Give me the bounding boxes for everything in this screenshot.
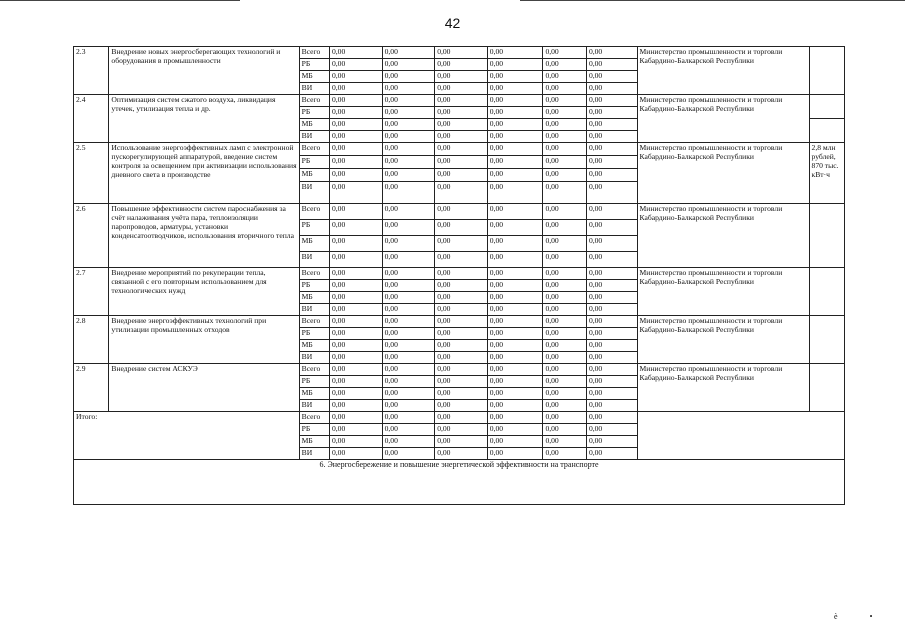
funding-value: 0,00 — [586, 169, 637, 182]
funding-value: 0,00 — [586, 204, 637, 220]
funding-value: 0,00 — [586, 143, 637, 156]
funding-value: 0,00 — [487, 376, 543, 388]
funding-value: 0,00 — [487, 156, 543, 169]
funding-value: 0,00 — [543, 119, 587, 131]
funding-value: 0,00 — [487, 169, 543, 182]
funding-value: 0,00 — [329, 352, 382, 364]
funding-value: 0,00 — [435, 131, 488, 143]
funding-value: 0,00 — [329, 280, 382, 292]
funding-value: 0,00 — [382, 71, 435, 83]
expected-result-cont — [809, 119, 844, 143]
funding-value: 0,00 — [382, 156, 435, 169]
funding-value: 0,00 — [487, 252, 543, 268]
funding-value: 0,00 — [487, 448, 543, 460]
measure-title: Оптимизация систем сжатого воздуха, ликвидация утечек, утилизация тепла и др. — [109, 95, 299, 143]
funding-value: 0,00 — [487, 400, 543, 412]
funding-value: 0,00 — [487, 95, 543, 107]
measure-title: Внедрение энергоэффективных технологий при утилизации промышленных отходов — [109, 316, 299, 364]
expected-result: 2,8 млн рублей, 870 тыс. кВт·ч — [809, 143, 844, 204]
funding-value: 0,00 — [487, 280, 543, 292]
funding-value: 0,00 — [543, 59, 587, 71]
executor: Министерство промышленности и торговли Кабардино-Балкарской Республики — [637, 364, 809, 412]
funding-value: 0,00 — [329, 400, 382, 412]
funding-value: 0,00 — [586, 95, 637, 107]
funding-value: 0,00 — [543, 340, 587, 352]
funding-value: 0,00 — [329, 388, 382, 400]
measure-number: 2.4 — [74, 95, 109, 143]
funding-value: 0,00 — [487, 131, 543, 143]
funding-value: 0,00 — [487, 388, 543, 400]
funding-value: 0,00 — [586, 182, 637, 204]
expected-result — [809, 364, 844, 412]
funding-value: 0,00 — [586, 268, 637, 280]
expected-result — [809, 316, 844, 364]
funding-value: 0,00 — [586, 131, 637, 143]
funding-value: 0,00 — [586, 236, 637, 252]
funding-value: 0,00 — [382, 376, 435, 388]
funding-value: 0,00 — [382, 119, 435, 131]
funding-source: ВИ — [299, 252, 329, 268]
funding-source: ВИ — [299, 352, 329, 364]
funding-value: 0,00 — [435, 304, 488, 316]
funding-value: 0,00 — [435, 204, 488, 220]
funding-value: 0,00 — [329, 156, 382, 169]
funding-source: РБ — [299, 328, 329, 340]
measure-row — [74, 95, 845, 107]
section-row — [74, 460, 845, 505]
funding-value: 0,00 — [382, 364, 435, 376]
funding-value: 0,00 — [382, 316, 435, 328]
funding-source: ВИ — [299, 131, 329, 143]
funding-value: 0,00 — [435, 268, 488, 280]
funding-value: 0,00 — [329, 143, 382, 156]
funding-value: 0,00 — [543, 280, 587, 292]
funding-value: 0,00 — [543, 304, 587, 316]
funding-value: 0,00 — [329, 364, 382, 376]
measure-row — [74, 204, 845, 220]
funding-value: 0,00 — [586, 220, 637, 236]
funding-value: 0,00 — [329, 169, 382, 182]
funding-value: 0,00 — [382, 47, 435, 59]
scan-mark: ѐ — [834, 612, 838, 621]
funding-value: 0,00 — [586, 400, 637, 412]
funding-value: 0,00 — [382, 131, 435, 143]
funding-source: МБ — [299, 340, 329, 352]
measure-title: Внедрение новых энергосберегающих технологий и оборудования в промышленности — [109, 47, 299, 95]
funding-source: ВИ — [299, 83, 329, 95]
funding-value: 0,00 — [382, 220, 435, 236]
funding-value: 0,00 — [329, 304, 382, 316]
funding-value: 0,00 — [586, 364, 637, 376]
funding-value: 0,00 — [543, 316, 587, 328]
funding-value: 0,00 — [382, 292, 435, 304]
funding-value: 0,00 — [543, 204, 587, 220]
funding-value: 0,00 — [329, 424, 382, 436]
funding-value: 0,00 — [487, 107, 543, 119]
funding-value: 0,00 — [543, 156, 587, 169]
executor: Министерство промышленности и торговли Кабардино-Балкарской Республики — [637, 47, 809, 95]
funding-value: 0,00 — [382, 169, 435, 182]
funding-value: 0,00 — [586, 119, 637, 131]
measure-number: 2.3 — [74, 47, 109, 95]
funding-value: 0,00 — [329, 47, 382, 59]
funding-value: 0,00 — [382, 388, 435, 400]
funding-value: 0,00 — [382, 412, 435, 424]
funding-value: 0,00 — [543, 47, 587, 59]
executor: Министерство промышленности и торговли Кабардино-Балкарской Республики — [637, 95, 809, 143]
funding-source: МБ — [299, 236, 329, 252]
scan-marks — [834, 612, 902, 621]
funding-value: 0,00 — [329, 292, 382, 304]
funding-source: РБ — [299, 280, 329, 292]
funding-value: 0,00 — [543, 236, 587, 252]
funding-value: 0,00 — [543, 83, 587, 95]
funding-value: 0,00 — [329, 71, 382, 83]
funding-value: 0,00 — [487, 143, 543, 156]
funding-value: 0,00 — [543, 182, 587, 204]
funding-value: 0,00 — [543, 364, 587, 376]
funding-value: 0,00 — [382, 280, 435, 292]
funding-value: 0,00 — [435, 292, 488, 304]
executor: Министерство промышленности и торговли Кабардино-Балкарской Республики — [637, 143, 809, 204]
funding-value: 0,00 — [329, 204, 382, 220]
funding-value: 0,00 — [382, 304, 435, 316]
funding-value: 0,00 — [329, 340, 382, 352]
measure-title: Повышение эффективности систем пароснабжения за счёт налаживания учёта пара, теплоизоляции паропроводов, арматуры, установки конденсатоотводчиков, использования вторичного тепла — [109, 204, 299, 268]
funding-value: 0,00 — [487, 364, 543, 376]
funding-value: 0,00 — [543, 71, 587, 83]
funding-value: 0,00 — [586, 340, 637, 352]
funding-value: 0,00 — [382, 352, 435, 364]
funding-value: 0,00 — [435, 448, 488, 460]
funding-value: 0,00 — [586, 252, 637, 268]
funding-value: 0,00 — [382, 236, 435, 252]
funding-value: 0,00 — [487, 316, 543, 328]
funding-value: 0,00 — [586, 304, 637, 316]
funding-value: 0,00 — [586, 388, 637, 400]
funding-value: 0,00 — [329, 59, 382, 71]
funding-source: РБ — [299, 107, 329, 119]
measure-row — [74, 47, 845, 59]
funding-value: 0,00 — [543, 388, 587, 400]
funding-value: 0,00 — [382, 204, 435, 220]
funding-value: 0,00 — [435, 169, 488, 182]
funding-value: 0,00 — [329, 252, 382, 268]
measure-number: 2.5 — [74, 143, 109, 204]
executor: Министерство промышленности и торговли Кабардино-Балкарской Республики — [637, 268, 809, 316]
funding-value: 0,00 — [487, 304, 543, 316]
expected-result — [809, 95, 844, 119]
funding-value: 0,00 — [329, 131, 382, 143]
section-heading: 6. Энергосбережение и повышение энергетической эффективности на транспорте — [74, 460, 845, 505]
funding-value: 0,00 — [382, 182, 435, 204]
funding-value: 0,00 — [329, 95, 382, 107]
funding-value: 0,00 — [487, 119, 543, 131]
funding-value: 0,00 — [487, 236, 543, 252]
measure-number: 2.8 — [74, 316, 109, 364]
measure-number: 2.6 — [74, 204, 109, 268]
funding-value: 0,00 — [435, 280, 488, 292]
expected-result — [809, 204, 844, 268]
funding-source: Всего — [299, 143, 329, 156]
executor: Министерство промышленности и торговли Кабардино-Балкарской Республики — [637, 316, 809, 364]
funding-value: 0,00 — [487, 220, 543, 236]
executor: Министерство промышленности и торговли Кабардино-Балкарской Республики — [637, 204, 809, 268]
funding-value: 0,00 — [487, 412, 543, 424]
funding-value: 0,00 — [586, 352, 637, 364]
funding-value: 0,00 — [487, 292, 543, 304]
funding-value: 0,00 — [435, 388, 488, 400]
funding-value: 0,00 — [487, 83, 543, 95]
funding-value: 0,00 — [543, 352, 587, 364]
funding-value: 0,00 — [543, 412, 587, 424]
funding-value: 0,00 — [435, 220, 488, 236]
funding-value: 0,00 — [586, 292, 637, 304]
funding-value: 0,00 — [382, 268, 435, 280]
total-executor — [637, 412, 844, 460]
funding-value: 0,00 — [435, 119, 488, 131]
measure-row — [74, 268, 845, 280]
funding-value: 0,00 — [329, 236, 382, 252]
measure-number: 2.9 — [74, 364, 109, 412]
funding-value: 0,00 — [435, 143, 488, 156]
funding-value: 0,00 — [586, 448, 637, 460]
measure-title: Использование энергоэффективных ламп с электронной пускорегулирующей аппаратурой, введение систем контроля за освещением при активизации использования дневного света в производстве — [109, 143, 299, 204]
funding-value: 0,00 — [329, 107, 382, 119]
funding-value: 0,00 — [586, 280, 637, 292]
funding-value: 0,00 — [435, 107, 488, 119]
funding-value: 0,00 — [329, 119, 382, 131]
funding-source: РБ — [299, 220, 329, 236]
funding-source: Всего — [299, 95, 329, 107]
funding-value: 0,00 — [435, 328, 488, 340]
funding-source: Всего — [299, 364, 329, 376]
total-row — [74, 412, 845, 424]
funding-value: 0,00 — [435, 412, 488, 424]
funding-source: Всего — [299, 412, 329, 424]
funding-value: 0,00 — [435, 376, 488, 388]
measure-title: Внедрение систем АСКУЭ — [109, 364, 299, 412]
funding-value: 0,00 — [487, 352, 543, 364]
funding-value: 0,00 — [382, 59, 435, 71]
measure-row — [74, 316, 845, 328]
program-table — [73, 46, 845, 505]
funding-value: 0,00 — [382, 328, 435, 340]
funding-value: 0,00 — [382, 436, 435, 448]
funding-value: 0,00 — [543, 400, 587, 412]
funding-value: 0,00 — [382, 424, 435, 436]
funding-source: Всего — [299, 204, 329, 220]
funding-value: 0,00 — [329, 328, 382, 340]
funding-source: Всего — [299, 268, 329, 280]
funding-source: ВИ — [299, 448, 329, 460]
funding-value: 0,00 — [586, 376, 637, 388]
program-table-body — [74, 47, 845, 505]
funding-source: МБ — [299, 169, 329, 182]
funding-value: 0,00 — [543, 169, 587, 182]
funding-value: 0,00 — [543, 436, 587, 448]
funding-value: 0,00 — [487, 47, 543, 59]
funding-value: 0,00 — [329, 182, 382, 204]
funding-source: ВИ — [299, 400, 329, 412]
measure-title: Внедрение мероприятий по рекуперации тепла, связанной с его повторным использованием для технологических нужд — [109, 268, 299, 316]
funding-value: 0,00 — [586, 107, 637, 119]
funding-value: 0,00 — [435, 364, 488, 376]
funding-value: 0,00 — [586, 424, 637, 436]
funding-value: 0,00 — [382, 83, 435, 95]
funding-source: МБ — [299, 388, 329, 400]
funding-value: 0,00 — [586, 328, 637, 340]
funding-source: МБ — [299, 436, 329, 448]
funding-value: 0,00 — [329, 448, 382, 460]
funding-value: 0,00 — [329, 412, 382, 424]
funding-value: 0,00 — [586, 156, 637, 169]
funding-value: 0,00 — [435, 340, 488, 352]
scan-mark: • — [869, 612, 873, 621]
funding-value: 0,00 — [487, 328, 543, 340]
funding-value: 0,00 — [435, 436, 488, 448]
funding-value: 0,00 — [543, 448, 587, 460]
funding-value: 0,00 — [487, 71, 543, 83]
funding-value: 0,00 — [543, 220, 587, 236]
funding-value: 0,00 — [543, 376, 587, 388]
measure-row — [74, 143, 845, 156]
funding-value: 0,00 — [435, 400, 488, 412]
funding-source: ВИ — [299, 304, 329, 316]
funding-value: 0,00 — [487, 436, 543, 448]
funding-value: 0,00 — [487, 59, 543, 71]
funding-value: 0,00 — [543, 107, 587, 119]
funding-value: 0,00 — [382, 448, 435, 460]
funding-value: 0,00 — [435, 95, 488, 107]
funding-value: 0,00 — [543, 268, 587, 280]
funding-value: 0,00 — [435, 47, 488, 59]
funding-source: Всего — [299, 47, 329, 59]
funding-value: 0,00 — [435, 252, 488, 268]
funding-source: РБ — [299, 156, 329, 169]
funding-value: 0,00 — [487, 268, 543, 280]
funding-value: 0,00 — [382, 95, 435, 107]
funding-value: 0,00 — [586, 59, 637, 71]
funding-value: 0,00 — [435, 352, 488, 364]
funding-value: 0,00 — [543, 292, 587, 304]
funding-value: 0,00 — [543, 424, 587, 436]
funding-value: 0,00 — [382, 340, 435, 352]
funding-value: 0,00 — [586, 316, 637, 328]
funding-value: 0,00 — [543, 252, 587, 268]
expected-result — [809, 268, 844, 316]
funding-value: 0,00 — [329, 268, 382, 280]
funding-value: 0,00 — [329, 83, 382, 95]
funding-source: РБ — [299, 376, 329, 388]
funding-value: 0,00 — [435, 156, 488, 169]
funding-value: 0,00 — [487, 424, 543, 436]
funding-value: 0,00 — [435, 424, 488, 436]
funding-source: РБ — [299, 59, 329, 71]
funding-value: 0,00 — [435, 236, 488, 252]
funding-value: 0,00 — [329, 220, 382, 236]
funding-value: 0,00 — [586, 71, 637, 83]
measure-row — [74, 364, 845, 376]
funding-value: 0,00 — [586, 83, 637, 95]
funding-value: 0,00 — [586, 47, 637, 59]
funding-value: 0,00 — [329, 436, 382, 448]
funding-value: 0,00 — [382, 400, 435, 412]
funding-value: 0,00 — [487, 204, 543, 220]
funding-source: МБ — [299, 71, 329, 83]
funding-value: 0,00 — [586, 412, 637, 424]
funding-value: 0,00 — [329, 376, 382, 388]
funding-value: 0,00 — [435, 182, 488, 204]
funding-source: ВИ — [299, 182, 329, 204]
expected-result — [809, 47, 844, 95]
funding-value: 0,00 — [543, 131, 587, 143]
funding-value: 0,00 — [487, 340, 543, 352]
funding-value: 0,00 — [382, 143, 435, 156]
funding-value: 0,00 — [435, 71, 488, 83]
funding-value: 0,00 — [382, 107, 435, 119]
funding-value: 0,00 — [487, 182, 543, 204]
funding-value: 0,00 — [543, 328, 587, 340]
funding-value: 0,00 — [435, 83, 488, 95]
funding-value: 0,00 — [586, 436, 637, 448]
funding-value: 0,00 — [435, 59, 488, 71]
scan-top-edge — [0, 0, 905, 2]
funding-value: 0,00 — [543, 143, 587, 156]
total-label: Итого: — [74, 412, 300, 460]
funding-value: 0,00 — [329, 316, 382, 328]
measure-number: 2.7 — [74, 268, 109, 316]
page-number: 42 — [444, 15, 461, 31]
funding-source: МБ — [299, 119, 329, 131]
funding-source: Всего — [299, 316, 329, 328]
funding-value: 0,00 — [435, 316, 488, 328]
funding-source: РБ — [299, 424, 329, 436]
funding-source: МБ — [299, 292, 329, 304]
funding-value: 0,00 — [543, 95, 587, 107]
funding-value: 0,00 — [382, 252, 435, 268]
